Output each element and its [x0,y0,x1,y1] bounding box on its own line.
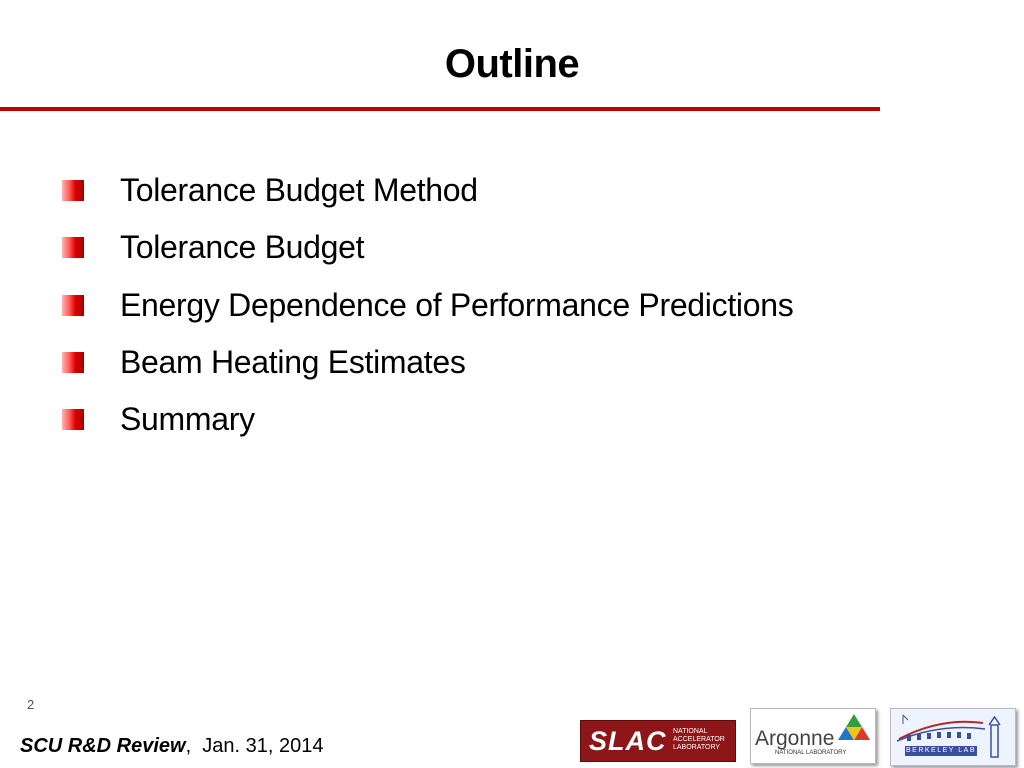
slac-logo-line1: NATIONAL [673,728,708,735]
bullet-square-icon [62,409,84,430]
berkeley-lab-building-icon [891,709,1015,765]
slac-logo [580,720,736,762]
bullet-square-icon [62,295,84,316]
argonne-logo-subtitle: NATIONAL LABORATORY [775,750,847,756]
slide-title: Outline [444,42,580,86]
footer [20,735,324,758]
list-item [0,336,1000,388]
list-item [0,393,1000,445]
slac-logo-wordmark: SLAC [589,726,667,756]
list-item-text: Summary [120,401,255,437]
slac-logo-line3: LABORATORY [673,744,721,751]
slac-logo-line2: ACCELERATOR [673,736,725,743]
list-item-text: Beam Heating Estimates [120,344,466,380]
argonne-logo-wordmark: Argonne [755,727,835,750]
slide-number: 2 [27,697,35,712]
bullet-square-icon [62,352,84,373]
list-item [0,164,1000,216]
list-item [0,279,1000,331]
list-item-text: Tolerance Budget [120,229,365,265]
bullet-square-icon [62,237,84,258]
footer-separator: , [185,735,192,757]
footer-date: Jan. 31, 2014 [202,735,324,757]
argonne-logo [750,708,876,764]
argonne-triangle-icon [837,712,871,742]
footer-event: SCU R&D Review [20,735,186,757]
title-divider [0,107,880,111]
berkeley-lab-wordmark: BERKELEY LAB [905,747,976,754]
list-item-text: Tolerance Budget Method [120,172,478,208]
list-item [0,221,1000,273]
bullet-square-icon [62,180,84,201]
list-item-text: Energy Dependence of Performance Predictions [120,287,794,323]
berkeley-lab-logo [890,708,1016,766]
